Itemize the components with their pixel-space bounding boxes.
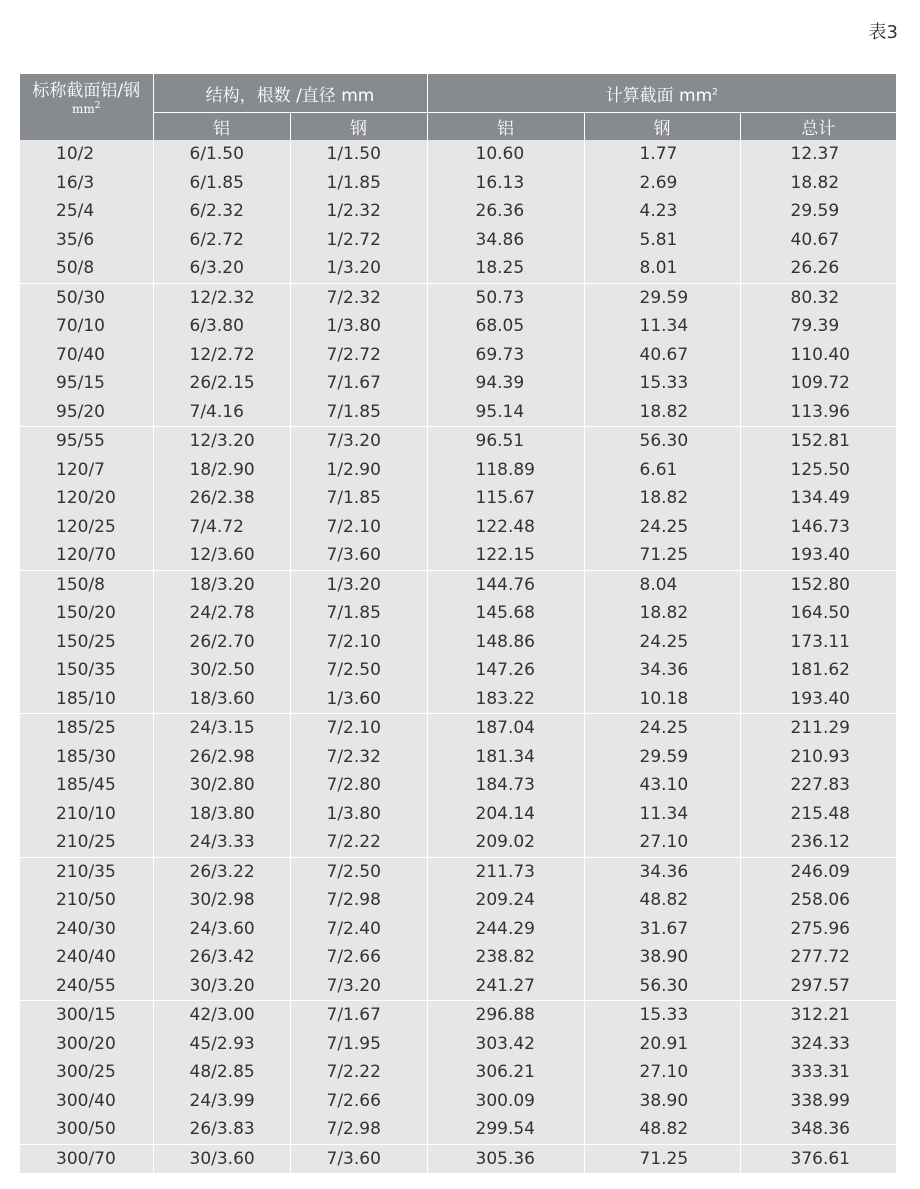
cell-calc-aluminum: 145.68 [427,599,584,628]
cell-aluminum-structure: 26/2.70 [153,628,290,657]
cell-steel-structure: 7/2.10 [290,628,427,657]
table-row [20,197,896,226]
cell-steel-structure: 7/2.66 [290,943,427,972]
table-row [20,312,896,341]
table-row [20,656,896,685]
table-row [20,743,896,772]
cell-calc-total: 258.06 [740,886,896,915]
cell-calc-total: 324.33 [740,1030,896,1059]
cell-calc-steel: 34.36 [584,656,740,685]
table-row [20,1087,896,1116]
cell-nominal-section: 95/20 [20,398,153,427]
cell-calc-aluminum: 241.27 [427,972,584,1001]
cell-steel-structure: 1/2.90 [290,456,427,485]
cell-calc-total: 348.36 [740,1115,896,1144]
cell-nominal-section: 35/6 [20,226,153,255]
cell-calc-total: 173.11 [740,628,896,657]
table-row [20,226,896,255]
cell-aluminum-structure: 30/2.50 [153,656,290,685]
cell-calc-total: 40.67 [740,226,896,255]
cell-calc-aluminum: 115.67 [427,484,584,513]
cell-nominal-section: 300/25 [20,1058,153,1087]
cell-aluminum-structure: 26/2.15 [153,369,290,398]
cell-calc-total: 125.50 [740,456,896,485]
cell-steel-structure: 7/1.85 [290,599,427,628]
cell-nominal-section: 240/55 [20,972,153,1001]
cell-calc-aluminum: 306.21 [427,1058,584,1087]
cell-calc-total: 29.59 [740,197,896,226]
table-row [20,828,896,857]
page-label: 表3 [868,22,898,43]
cell-calc-steel: 43.10 [584,771,740,800]
cell-calc-steel: 15.33 [584,1001,740,1030]
cell-nominal-section: 150/20 [20,599,153,628]
cell-calc-total: 164.50 [740,599,896,628]
cell-aluminum-structure: 6/2.32 [153,197,290,226]
cell-calc-aluminum: 118.89 [427,456,584,485]
cell-steel-structure: 7/2.66 [290,1087,427,1116]
header-nominal-section [20,74,153,140]
table-row [20,1144,896,1173]
cell-nominal-section: 210/25 [20,828,153,857]
cell-calc-steel: 27.10 [584,828,740,857]
cell-nominal-section: 185/45 [20,771,153,800]
cell-calc-aluminum: 10.60 [427,140,584,169]
cell-steel-structure: 7/3.20 [290,427,427,456]
cell-aluminum-structure: 6/3.20 [153,254,290,283]
cell-nominal-section: 120/25 [20,513,153,542]
cell-calc-aluminum: 303.42 [427,1030,584,1059]
cell-calc-steel: 6.61 [584,456,740,485]
table-row [20,628,896,657]
cell-calc-steel: 48.82 [584,886,740,915]
cell-steel-structure: 7/2.40 [290,915,427,944]
table-row [20,427,896,456]
cell-calc-total: 236.12 [740,828,896,857]
cell-calc-aluminum: 96.51 [427,427,584,456]
cell-steel-structure: 7/3.20 [290,972,427,1001]
cell-calc-aluminum: 238.82 [427,943,584,972]
cell-aluminum-structure: 18/3.80 [153,800,290,829]
header-calculated-section: 计算截面 $mm^2$ [427,74,896,113]
cell-nominal-section: 300/50 [20,1115,153,1144]
cell-calc-aluminum: 95.14 [427,398,584,427]
table-row [20,254,896,283]
cell-calc-steel: 8.01 [584,254,740,283]
cell-calc-steel: 38.90 [584,943,740,972]
cell-calc-aluminum: 299.54 [427,1115,584,1144]
cell-nominal-section: 240/30 [20,915,153,944]
cell-calc-total: 152.80 [740,570,896,599]
cell-aluminum-structure: 18/2.90 [153,456,290,485]
cell-nominal-section: 95/15 [20,369,153,398]
cell-calc-aluminum: 305.36 [427,1144,584,1173]
cell-calc-aluminum: 122.15 [427,541,584,570]
cell-nominal-section: 120/7 [20,456,153,485]
cell-nominal-section: 300/20 [20,1030,153,1059]
cell-calc-total: 210.93 [740,743,896,772]
header-structure-steel: 钢 [290,113,427,141]
cell-steel-structure: 1/2.72 [290,226,427,255]
cell-steel-structure: 7/2.32 [290,283,427,312]
table-row [20,369,896,398]
cell-aluminum-structure: 12/3.60 [153,541,290,570]
cell-steel-structure: 7/2.10 [290,513,427,542]
cell-nominal-section: 210/10 [20,800,153,829]
cell-aluminum-structure: 6/3.80 [153,312,290,341]
cell-calc-steel: 27.10 [584,1058,740,1087]
header-structure-aluminum: 铝 [153,113,290,141]
cell-calc-aluminum: 209.02 [427,828,584,857]
table-row [20,857,896,886]
cell-calc-aluminum: 144.76 [427,570,584,599]
cell-calc-steel: 31.67 [584,915,740,944]
cell-aluminum-structure: 42/3.00 [153,1001,290,1030]
cell-calc-total: 246.09 [740,857,896,886]
table-row [20,1058,896,1087]
cell-aluminum-structure: 12/2.32 [153,283,290,312]
cell-steel-structure: 1/3.20 [290,570,427,599]
cell-calc-total: 211.29 [740,714,896,743]
cell-calc-total: 109.72 [740,369,896,398]
cell-calc-aluminum: 184.73 [427,771,584,800]
cell-calc-aluminum: 26.36 [427,197,584,226]
cell-calc-total: 297.57 [740,972,896,1001]
cell-calc-steel: 20.91 [584,1030,740,1059]
cell-calc-total: 134.49 [740,484,896,513]
cell-steel-structure: 7/2.72 [290,341,427,370]
cell-calc-steel: 48.82 [584,1115,740,1144]
cell-aluminum-structure: 24/3.60 [153,915,290,944]
cell-nominal-section: 10/2 [20,140,153,169]
table-row [20,341,896,370]
cell-calc-steel: 24.25 [584,628,740,657]
header-calc-steel: 钢 [584,113,740,141]
table-row [20,1115,896,1144]
cell-nominal-section: 210/50 [20,886,153,915]
cell-calc-aluminum: 187.04 [427,714,584,743]
cell-nominal-section: 120/70 [20,541,153,570]
table-row [20,800,896,829]
cell-calc-total: 338.99 [740,1087,896,1116]
cell-calc-steel: 38.90 [584,1087,740,1116]
table-row [20,886,896,915]
cell-steel-structure: 7/2.98 [290,886,427,915]
cell-calc-total: 79.39 [740,312,896,341]
header-nominal-label: 标称截面铝/钢 [32,81,141,101]
cell-calc-steel: 8.04 [584,570,740,599]
table-row [20,283,896,312]
cell-calc-total: 152.81 [740,427,896,456]
table-body [20,140,896,1173]
cell-calc-aluminum: 68.05 [427,312,584,341]
header-calc-total: 总计 [740,113,896,141]
cell-calc-steel: 34.36 [584,857,740,886]
table-row [20,599,896,628]
cell-calc-steel: 15.33 [584,369,740,398]
cell-calc-steel: 56.30 [584,972,740,1001]
table-row [20,398,896,427]
cell-nominal-section: 120/20 [20,484,153,513]
cell-aluminum-structure: 30/2.98 [153,886,290,915]
table-row [20,714,896,743]
cell-calc-steel: 40.67 [584,341,740,370]
cell-calc-steel: 56.30 [584,427,740,456]
header-nominal-unit: $mm^2$ [72,100,101,116]
cell-nominal-section: 300/40 [20,1087,153,1116]
cell-aluminum-structure: 48/2.85 [153,1058,290,1087]
cell-calc-steel: 29.59 [584,283,740,312]
cell-nominal-section: 150/8 [20,570,153,599]
cell-aluminum-structure: 12/3.20 [153,427,290,456]
cell-calc-aluminum: 50.73 [427,283,584,312]
cell-steel-structure: 7/2.98 [290,1115,427,1144]
table-row [20,1030,896,1059]
cell-calc-total: 146.73 [740,513,896,542]
cell-steel-structure: 7/2.80 [290,771,427,800]
cell-calc-steel: 18.82 [584,484,740,513]
cell-calc-aluminum: 204.14 [427,800,584,829]
cell-steel-structure: 7/1.85 [290,398,427,427]
cell-steel-structure: 7/3.60 [290,1144,427,1173]
cell-nominal-section: 95/55 [20,427,153,456]
cell-calc-aluminum: 18.25 [427,254,584,283]
cell-aluminum-structure: 7/4.72 [153,513,290,542]
header-structure: 结构，根数 /直径 mm [153,74,427,113]
cell-nominal-section: 50/30 [20,283,153,312]
cell-nominal-section: 185/25 [20,714,153,743]
cell-calc-aluminum: 122.48 [427,513,584,542]
cell-aluminum-structure: 18/3.20 [153,570,290,599]
cell-nominal-section: 210/35 [20,857,153,886]
cell-aluminum-structure: 30/3.20 [153,972,290,1001]
cell-aluminum-structure: 6/1.50 [153,140,290,169]
cell-calc-steel: 24.25 [584,513,740,542]
cell-nominal-section: 50/8 [20,254,153,283]
table-row [20,484,896,513]
table-row [20,771,896,800]
cell-calc-total: 227.83 [740,771,896,800]
cell-calc-steel: 71.25 [584,1144,740,1173]
cell-nominal-section: 70/40 [20,341,153,370]
cell-nominal-section: 150/35 [20,656,153,685]
cell-calc-steel: 24.25 [584,714,740,743]
cell-calc-total: 80.32 [740,283,896,312]
cell-nominal-section: 70/10 [20,312,153,341]
table-row [20,570,896,599]
cell-steel-structure: 1/3.60 [290,685,427,714]
cell-steel-structure: 7/1.67 [290,1001,427,1030]
table-row [20,972,896,1001]
cell-steel-structure: 7/2.10 [290,714,427,743]
cell-nominal-section: 16/3 [20,169,153,198]
cell-steel-structure: 7/3.60 [290,541,427,570]
cell-calc-total: 12.37 [740,140,896,169]
cell-aluminum-structure: 30/3.60 [153,1144,290,1173]
cell-calc-aluminum: 147.26 [427,656,584,685]
cell-aluminum-structure: 26/3.42 [153,943,290,972]
cell-calc-total: 275.96 [740,915,896,944]
table-row [20,685,896,714]
table-row [20,169,896,198]
cell-steel-structure: 1/3.80 [290,800,427,829]
cell-calc-steel: 2.69 [584,169,740,198]
header-calc-aluminum: 铝 [427,113,584,141]
cell-calc-aluminum: 209.24 [427,886,584,915]
cell-calc-total: 376.61 [740,1144,896,1173]
cell-aluminum-structure: 7/4.16 [153,398,290,427]
cell-steel-structure: 1/1.85 [290,169,427,198]
cell-calc-total: 277.72 [740,943,896,972]
table-row [20,456,896,485]
cell-nominal-section: 25/4 [20,197,153,226]
cell-steel-structure: 1/2.32 [290,197,427,226]
cell-calc-total: 110.40 [740,341,896,370]
cell-aluminum-structure: 24/2.78 [153,599,290,628]
cell-nominal-section: 240/40 [20,943,153,972]
cell-steel-structure: 7/2.50 [290,656,427,685]
cell-calc-steel: 18.82 [584,398,740,427]
cell-nominal-section: 185/10 [20,685,153,714]
cell-calc-total: 312.21 [740,1001,896,1030]
cell-calc-total: 181.62 [740,656,896,685]
cell-steel-structure: 7/2.50 [290,857,427,886]
cell-aluminum-structure: 18/3.60 [153,685,290,714]
table-row [20,140,896,169]
cell-calc-aluminum: 148.86 [427,628,584,657]
cell-steel-structure: 1/3.20 [290,254,427,283]
cell-aluminum-structure: 24/3.99 [153,1087,290,1116]
cell-calc-aluminum: 183.22 [427,685,584,714]
cell-calc-steel: 11.34 [584,800,740,829]
cell-steel-structure: 7/1.85 [290,484,427,513]
cell-aluminum-structure: 26/3.83 [153,1115,290,1144]
cell-aluminum-structure: 6/1.85 [153,169,290,198]
cell-steel-structure: 1/1.50 [290,140,427,169]
cell-calc-total: 333.31 [740,1058,896,1087]
cell-aluminum-structure: 24/3.15 [153,714,290,743]
cell-aluminum-structure: 26/3.22 [153,857,290,886]
cell-calc-total: 113.96 [740,398,896,427]
cell-nominal-section: 300/15 [20,1001,153,1030]
cell-aluminum-structure: 12/2.72 [153,341,290,370]
cell-calc-total: 215.48 [740,800,896,829]
table-row [20,513,896,542]
cell-aluminum-structure: 26/2.38 [153,484,290,513]
cell-aluminum-structure: 45/2.93 [153,1030,290,1059]
cell-calc-steel: 1.77 [584,140,740,169]
cell-steel-structure: 7/2.22 [290,1058,427,1087]
cell-calc-aluminum: 69.73 [427,341,584,370]
cell-steel-structure: 7/1.95 [290,1030,427,1059]
cell-nominal-section: 300/70 [20,1144,153,1173]
cell-calc-steel: 4.23 [584,197,740,226]
cell-nominal-section: 150/25 [20,628,153,657]
cell-calc-aluminum: 34.86 [427,226,584,255]
cell-aluminum-structure: 26/2.98 [153,743,290,772]
table-row [20,915,896,944]
cell-calc-aluminum: 94.39 [427,369,584,398]
cell-calc-steel: 29.59 [584,743,740,772]
conductor-spec-table [20,74,896,1173]
table-row [20,541,896,570]
cell-aluminum-structure: 6/2.72 [153,226,290,255]
cell-calc-aluminum: 296.88 [427,1001,584,1030]
cell-calc-aluminum: 181.34 [427,743,584,772]
cell-calc-total: 26.26 [740,254,896,283]
cell-calc-aluminum: 244.29 [427,915,584,944]
table-row [20,943,896,972]
cell-steel-structure: 7/2.32 [290,743,427,772]
cell-calc-steel: 5.81 [584,226,740,255]
cell-calc-steel: 10.18 [584,685,740,714]
cell-calc-steel: 71.25 [584,541,740,570]
cell-aluminum-structure: 30/2.80 [153,771,290,800]
cell-steel-structure: 1/3.80 [290,312,427,341]
cell-steel-structure: 7/1.67 [290,369,427,398]
cell-nominal-section: 185/30 [20,743,153,772]
cell-calc-steel: 18.82 [584,599,740,628]
cell-steel-structure: 7/2.22 [290,828,427,857]
cell-calc-total: 193.40 [740,685,896,714]
cell-calc-total: 193.40 [740,541,896,570]
cell-aluminum-structure: 24/3.33 [153,828,290,857]
cell-calc-aluminum: 211.73 [427,857,584,886]
cell-calc-total: 18.82 [740,169,896,198]
cell-calc-steel: 11.34 [584,312,740,341]
table-row [20,1001,896,1030]
cell-calc-aluminum: 300.09 [427,1087,584,1116]
cell-calc-aluminum: 16.13 [427,169,584,198]
